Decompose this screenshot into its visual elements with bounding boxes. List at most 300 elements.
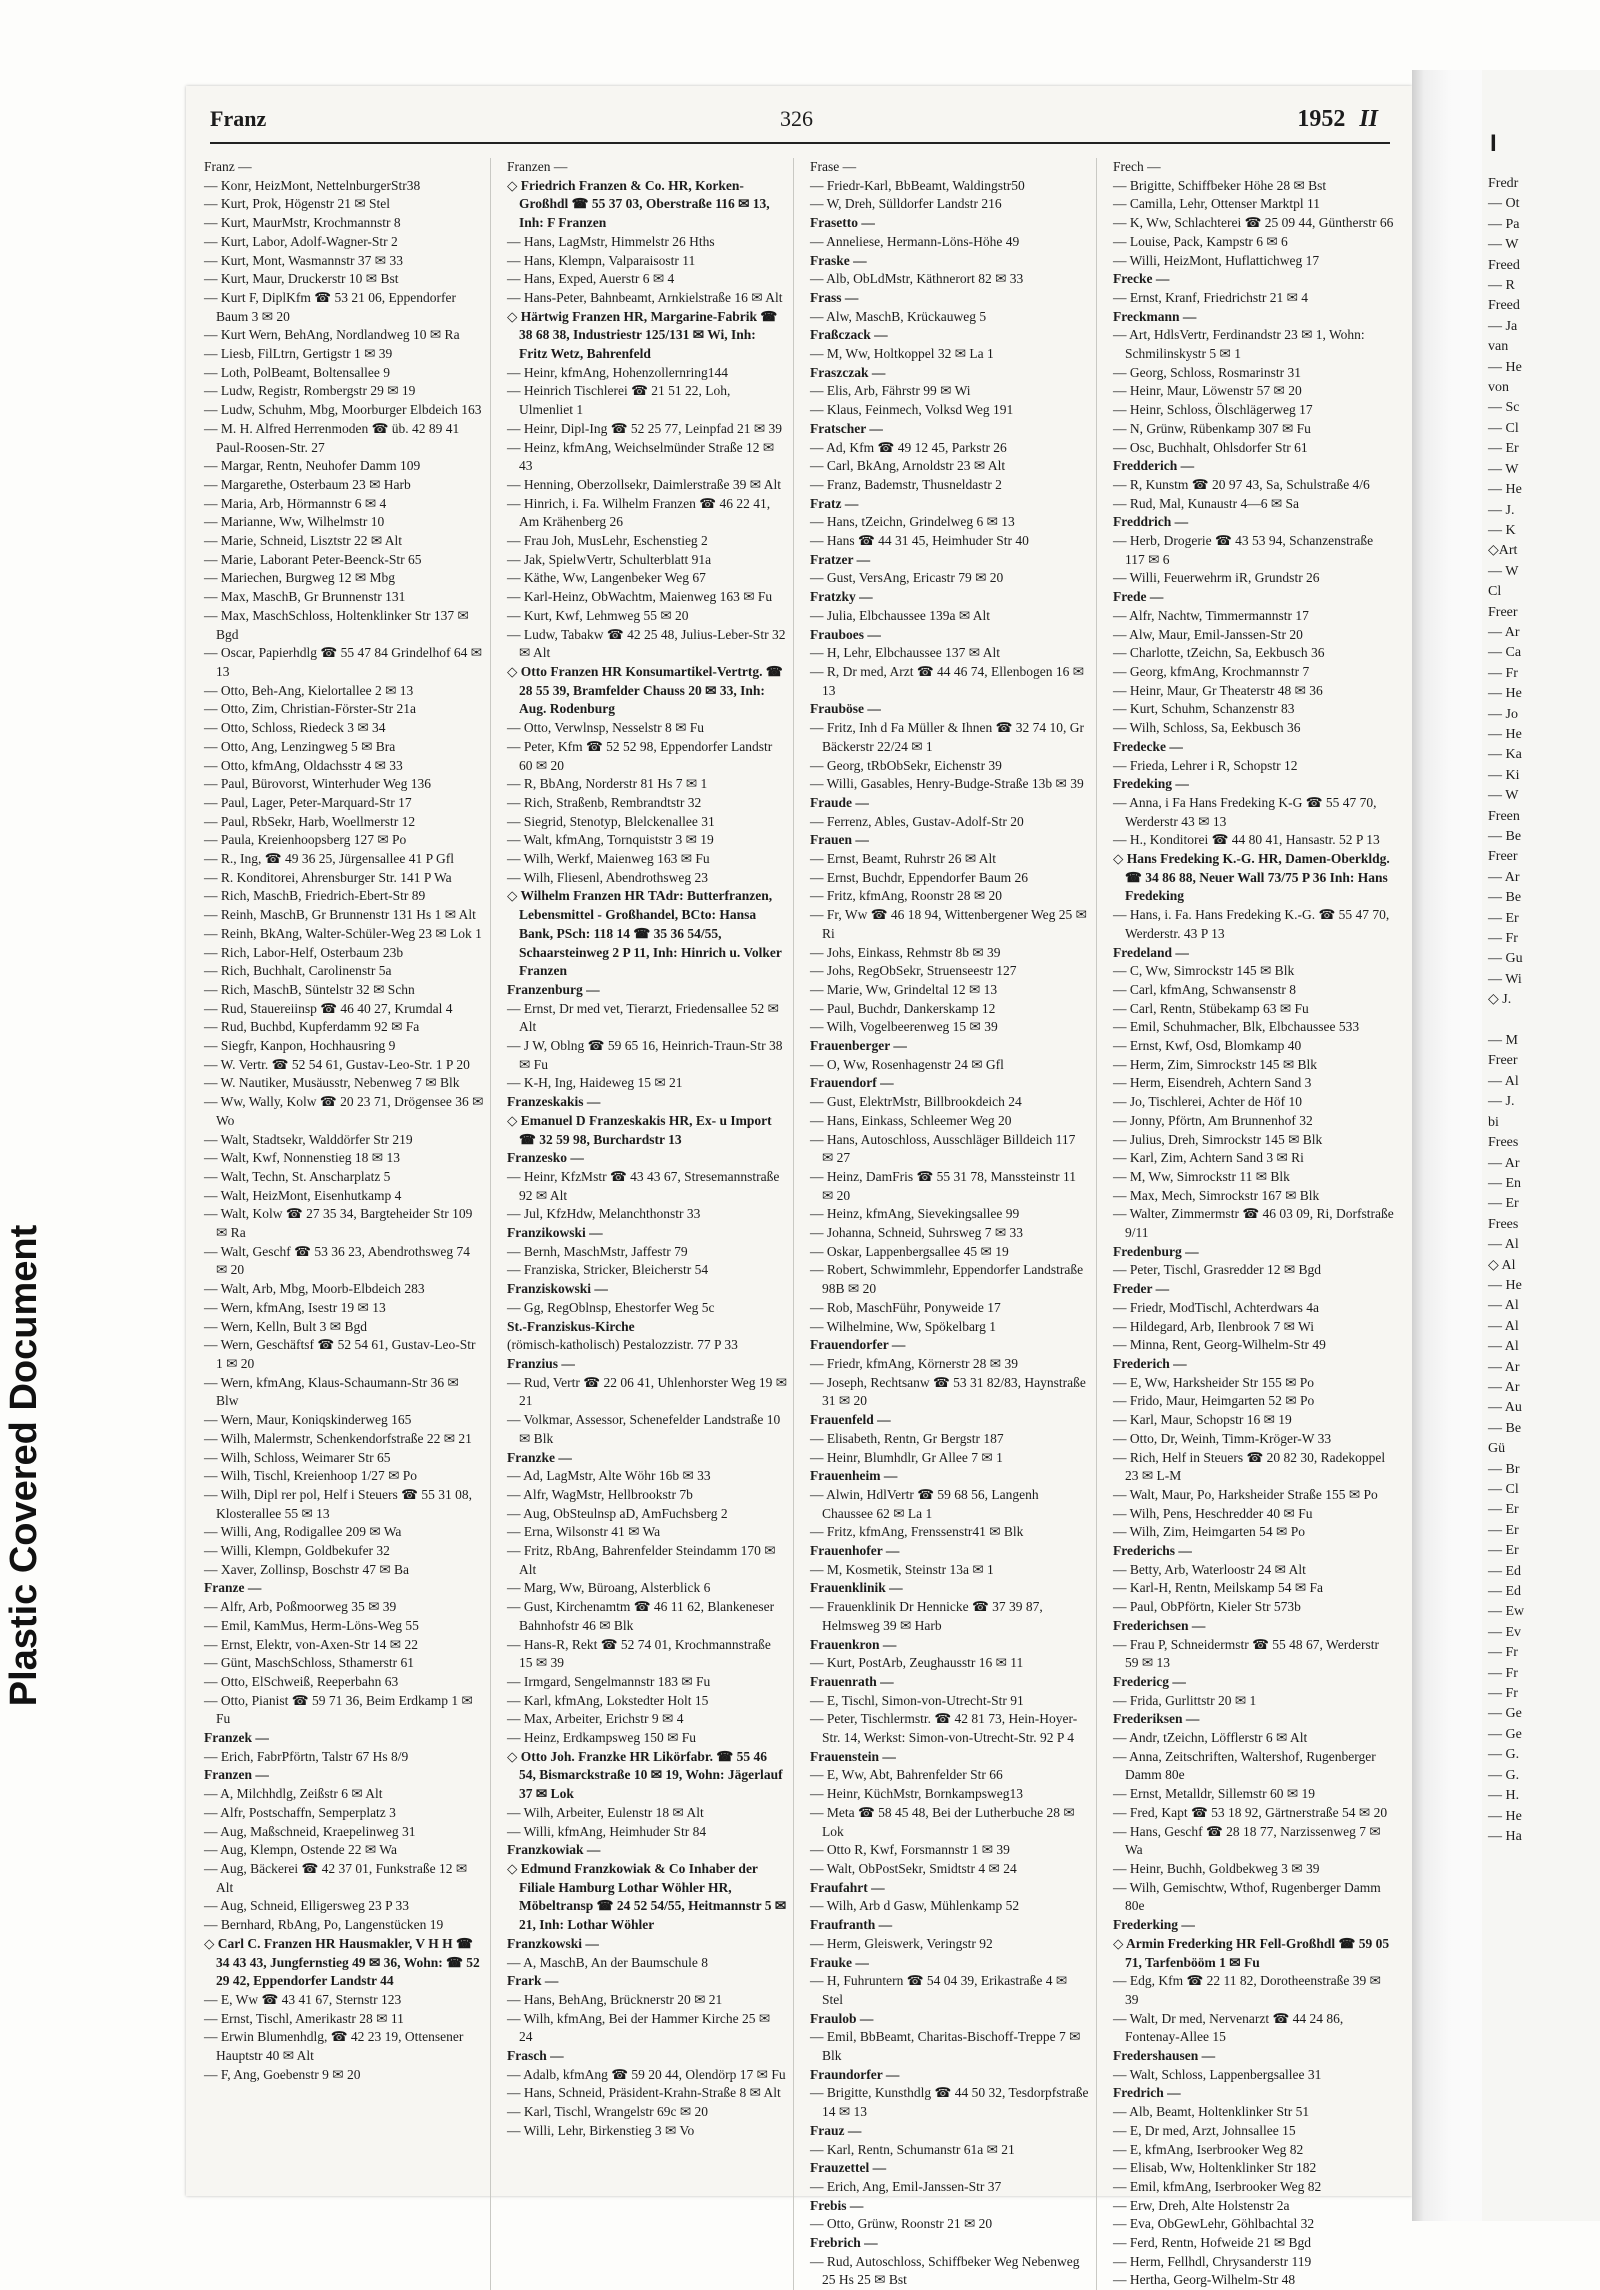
directory-entry: — Ernst, Dr med vet, Tierarzt, Friedensallee 52 ✉ Alt: [507, 1000, 779, 1035]
adjacent-page-line: Freer: [1488, 1053, 1518, 1069]
directory-entry: — Walt, kfmAng, Tornquiststr 3 ✉ 19: [507, 832, 714, 848]
directory-entry: — Anneliese, Hermann-Löns-Höhe 49: [810, 233, 1020, 249]
directory-entry: — Hans, BehAng, Brücknerstr 20 ✉ 21: [507, 1991, 723, 2007]
directory-column: [200, 158, 491, 2290]
adjacent-page-line: — Ar: [1488, 869, 1520, 885]
surname-heading: Frauenrath —: [810, 1673, 894, 1689]
directory-entry: — Walt, Maur, Po, Harksheider Straße 155 ✉ Po: [1113, 1486, 1378, 1502]
directory-entry: — Walt, Kolw ☎ 27 35 34, Bargteheider Str 109 ✉ Ra: [204, 1206, 473, 1241]
directory-entry: — Fritz, kfmAng, Frenssenstr41 ✉ Blk: [810, 1524, 1024, 1540]
directory-entry: — Heinr, Blumhdlr, Gr Allee 7 ✉ 1: [810, 1449, 1003, 1465]
directory-entry: — Wilh, Tischl, Kreienhoop 1/27 ✉ Po: [204, 1468, 418, 1484]
directory-entry: — Paul, ObPförtn, Kieler Str 573b: [1113, 1599, 1301, 1615]
surname-heading: Fraufranth —: [810, 1917, 893, 1933]
surname-heading: Franzesko —: [507, 1150, 584, 1166]
surname-heading: Fredderich —: [1113, 458, 1195, 474]
directory-entry: — Kurt, Mont, Wasmannstr 37 ✉ 33: [204, 252, 403, 268]
directory-entry: — Hans, Exped, Auerstr 6 ✉ 4: [507, 271, 675, 287]
adjacent-page-line: — W: [1488, 237, 1519, 253]
directory-entry: — R, Kunstm ☎ 20 97 43, Sa, Schulstraße 4/6: [1113, 476, 1370, 492]
surname-heading: Frauenklinik —: [810, 1580, 903, 1596]
directory-entry: — W. Nautiker, Musäusstr, Nebenweg 7 ✉ Blk: [204, 1075, 460, 1091]
adjacent-page-line: — Jo: [1488, 706, 1518, 722]
directory-entry: — Willi, Gasables, Henry-Budge-Straße 13b ✉ 39: [810, 776, 1084, 792]
directory-entry: ◇ Hans Fredeking K.-G. HR, Damen-Oberkldg. ☎ 34 86 88, Neuer Wall 73/75 P 36 Inh: Hans Fredeking: [1113, 851, 1390, 904]
directory-entry: — Ad, Kfm ☎ 49 12 45, Parkstr 26: [810, 439, 1007, 455]
adjacent-page-line: — Be: [1488, 890, 1522, 906]
directory-entry: — Ludw, Tabakw ☎ 42 25 48, Julius-Leber-Str 32 ✉ Alt: [507, 626, 786, 661]
directory-entry: — Erich, Ang, Emil-Janssen-Str 37: [810, 2178, 1002, 2194]
directory-entry: — E, Ww, Abt, Bahrenfelder Str 66: [810, 1767, 1003, 1783]
directory-entry: — Otto, kfmAng, Oldachsstr 4 ✉ 33: [204, 757, 403, 773]
directory-entry: — Paul, Buchdr, Dankerskamp 12: [810, 1000, 996, 1016]
directory-entry: — Rich, Straßenb, Rembrandtstr 32: [507, 794, 702, 810]
directory-entry: — Willi, Klempn, Goldbekufer 32: [204, 1543, 390, 1559]
directory-entry: ◇ Carl C. Franzen HR Hausmakler, V H H ☎ 34 43 43, Jungfernstieg 49 ✉ 36, Wohn: ☎ 52 29 42, Eppendorfer Landstr 44: [204, 1935, 480, 1989]
directory-entry: — Ad, LagMstr, Alte Wöhr 16b ✉ 33: [507, 1468, 711, 1484]
surname-heading: Frasch —: [507, 2048, 564, 2064]
directory-entry: — Brigitte, Kunsthdlg ☎ 44 50 32, Tesdorpfstraße 14 ✉ 13: [810, 2085, 1089, 2120]
adjacent-page-line: — Ka: [1488, 747, 1522, 763]
surname-heading: Frasetto —: [810, 215, 875, 231]
directory-entry: — Minna, Rent, Georg-Wilhelm-Str 49: [1113, 1337, 1326, 1353]
surname-heading: Franzikowski —: [507, 1225, 603, 1241]
adjacent-page-line: Fredr: [1488, 176, 1519, 191]
adjacent-page-line: — Er: [1488, 441, 1519, 457]
surname-heading: Frauzettel —: [810, 2160, 887, 2176]
directory-entry: — Ww, Wally, Kolw ☎ 20 23 71, Drögensee 36 ✉ Wo: [204, 1094, 484, 1128]
directory-entry: — Herm, Zim, Simrockstr 145 ✉ Blk: [1113, 1056, 1318, 1072]
directory-entry: — Hans-R, Rekt ☎ 52 74 01, Krochmannstraße 15 ✉ 39: [507, 1636, 771, 1671]
directory-entry: — Otto, Ang, Lenzingweg 5 ✉ Bra: [204, 738, 396, 754]
surname-heading: Frebis —: [810, 2197, 864, 2213]
adjacent-page-line: — M: [1488, 1033, 1518, 1049]
surname-heading: Fredeking —: [1113, 776, 1189, 792]
adjacent-page-line: — Ar: [1488, 1155, 1520, 1171]
directory-entry: — Heinr, Maur, Gr Theaterstr 48 ✉ 36: [1113, 682, 1323, 698]
directory-entry: — Bernhard, RbAng, Po, Langenstücken 19: [204, 1917, 444, 1933]
directory-entry: — Hildegard, Arb, Ilenbrook 7 ✉ Wi: [1113, 1318, 1314, 1334]
adjacent-page-line: — Fr: [1488, 1665, 1518, 1681]
directory-entry: — Paul, RbSekr, Harb, Woellmerstr 12: [204, 813, 416, 829]
directory-entry: — Johs, Einkass, Rehmstr 8b ✉ 39: [810, 944, 1001, 960]
directory-entry: — Willi, Ang, Rodigallee 209 ✉ Wa: [204, 1524, 402, 1540]
surname-heading: Frederich —: [1113, 1356, 1187, 1371]
directory-entry: — Otto, Pianist ☎ 59 71 36, Beim Erdkamp 1 ✉ Fu: [204, 1692, 473, 1727]
directory-entry: — Heinz, DamFris ☎ 55 31 78, Manssteinstr 11 ✉ 20: [810, 1168, 1077, 1203]
directory-entry: — Paula, Kreienhoopsberg 127 ✉ Po: [204, 832, 407, 848]
surname-heading: Franzkowski —: [507, 1935, 599, 1951]
adjacent-page-line: — Cl: [1488, 420, 1519, 436]
volume-roman: II: [1359, 106, 1378, 132]
directory-entry: — M, Kosmetik, Steinstr 13a ✉ 1: [810, 1561, 994, 1577]
directory-entry: — Ernst, Buchdr, Eppendorfer Baum 26: [810, 869, 1029, 885]
directory-entry: — Emil, kfmAng, Iserbrooker Weg 82: [1113, 2178, 1322, 2194]
surname-heading: Fraßczack —: [810, 327, 888, 343]
directory-entry: — Eva, ObGewLehr, Göhlbachtal 32: [1113, 2216, 1315, 2232]
adjacent-page-line: — W: [1488, 788, 1519, 804]
directory-entry: — Wilh, Werkf, Maienweg 163 ✉ Fu: [507, 851, 710, 867]
directory-entry: — Max, MaschSchloss, Holtenklinker Str 137 ✉ Bgd: [204, 607, 469, 642]
directory-entry: — Margarethe, Osterbaum 23 ✉ Harb: [204, 476, 411, 492]
directory-entry: — E, Dr med, Arzt, Johnsallee 15: [1113, 2122, 1296, 2138]
directory-entry: — Rud, Buchbd, Kupferdamm 92 ✉ Fa: [204, 1019, 420, 1035]
adjacent-page-line: ◇Art: [1488, 543, 1518, 559]
adjacent-page-line: — J.: [1488, 502, 1515, 518]
directory-entry: — Karl-Heinz, ObWachtm, Maienweg 163 ✉ Fu: [507, 589, 773, 605]
directory-entry: — Walter, Zimmermstr ☎ 46 03 09, Ri, Dorfstraße 9/11: [1113, 1206, 1394, 1241]
directory-entry: — Frida, Gurlittstr 20 ✉ 1: [1113, 1692, 1257, 1708]
adjacent-page-line: — Fr: [1488, 1686, 1518, 1702]
adjacent-page-line: — Al: [1488, 1237, 1519, 1253]
surname-heading: Frede —: [1113, 589, 1164, 605]
directory-entry: — Elisabeth, Rentn, Gr Bergstr 187: [810, 1430, 1004, 1446]
directory-entry: — Aug, Klempn, Ostende 22 ✉ Wa: [204, 1842, 397, 1858]
surname-heading: Frauen —: [810, 832, 869, 848]
directory-entry: — Wilh, Zim, Heimgarten 54 ✉ Po: [1113, 1524, 1305, 1540]
adjacent-page-line: — Ed: [1488, 1584, 1522, 1600]
directory-entry: — Jul, KfzHdw, Melanchthonstr 33: [507, 1206, 701, 1222]
adjacent-page-line: — Ev: [1488, 1624, 1522, 1640]
directory-entry: — Hans, Einkass, Schleemer Weg 20: [810, 1112, 1012, 1128]
surname-heading: Franz —: [204, 159, 252, 174]
directory-entry: — Erich, FabrPförtn, Talstr 67 Hs 8/9: [204, 1748, 409, 1764]
surname-heading: Frass —: [810, 289, 859, 305]
surname-heading: Frech —: [1113, 159, 1161, 174]
adjacent-page-line: — Er: [1488, 1543, 1519, 1559]
directory-entry: — Peter, Tischl, Grasredder 12 ✉ Bgd: [1113, 1262, 1322, 1278]
directory-entry: — Maria, Arb, Hörmannstr 6 ✉ 4: [204, 495, 387, 511]
directory-entry: — Kurt, MaurMstr, Krochmannstr 8: [204, 215, 401, 231]
adjacent-page-line: — W: [1488, 461, 1519, 477]
directory-entry: — Ernst, Kwf, Osd, Blomkamp 40: [1113, 1038, 1302, 1054]
directory-entry: — Wilh, Malermstr, Schenkendorfstraße 22 ✉ 21: [204, 1430, 472, 1446]
directory-entry: — Elis, Arb, Fährstr 99 ✉ Wi: [810, 383, 971, 399]
directory-entry: — Wilh, Schloss, Weimarer Str 65: [204, 1449, 391, 1465]
directory-entry: — Heinr, Schloss, Ölschlägerweg 17: [1113, 402, 1313, 418]
directory-entry: — Siegfr, Kanpon, Hochhausring 9: [204, 1038, 396, 1054]
surname-heading: Frauendorf —: [810, 1075, 894, 1091]
surname-heading: Frederking —: [1113, 1917, 1195, 1933]
surname-heading: Fratz —: [810, 495, 859, 511]
page-header: [210, 102, 1390, 144]
directory-entry: — Margar, Rentn, Neuhofer Damm 109: [204, 458, 421, 474]
directory-entry: — Willi, Lehr, Birkenstieg 3 ✉ Vo: [507, 2122, 695, 2138]
directory-entry: — Wern, Kelln, Bult 3 ✉ Bgd: [204, 1318, 367, 1334]
running-head: Franz: [210, 106, 267, 131]
directory-entry: — Ferd, Rentn, Hofweide 21 ✉ Bgd: [1113, 2235, 1312, 2251]
directory-entry: (römisch-katholisch) Pestalozzistr. 77 P 33: [507, 1337, 738, 1353]
directory-entry: — Heinz, kfmAng, Sievekingsallee 99: [810, 1206, 1020, 1222]
directory-entry: — Peter, Tischlermstr. ☎ 42 81 73, Hein-Hoyer-Str. 14, Werkst: Simon-von-Utrecht-Str. 92 P 4: [810, 1711, 1078, 1746]
surname-heading: Fratzky —: [810, 589, 873, 605]
directory-entry: — Hinrich, i. Fa. Wilhelm Franzen ☎ 46 22 41, Am Krähenberg 26: [507, 495, 771, 530]
directory-entry: — W, Dreh, Sülldorfer Landstr 216: [810, 196, 1002, 212]
directory-entry: — Carl, kfmAng, Schwansenstr 8: [1113, 981, 1296, 997]
directory-entry: — Karl, Rentn, Schumanstr 61a ✉ 21: [810, 2141, 1015, 2157]
directory-entry: — Hans, tZeichn, Grindelweg 6 ✉ 13: [810, 514, 1015, 530]
surname-heading: Fraulob —: [810, 2010, 874, 2026]
directory-entry: — Aug, ObSteulnsp aD, AmFuchsberg 2: [507, 1505, 728, 1521]
directory-entry: — Gust, ElektrMstr, Billbrookdeich 24: [810, 1094, 1022, 1110]
adjacent-page-line: Freed: [1488, 257, 1520, 273]
directory-entry: — Frau P, Schneidermstr ☎ 55 48 67, Werderstr 59 ✉ 13: [1113, 1636, 1379, 1671]
surname-heading: Frase —: [810, 159, 857, 174]
directory-entry: — Walt, Stadtsekr, Walddörfer Str 219: [204, 1131, 413, 1147]
directory-entry: — Otto, Beh-Ang, Kielortallee 2 ✉ 13: [204, 682, 414, 698]
directory-entry: — Kurt F, DiplKfm ☎ 53 21 06, Eppendorfer Baum 3 ✉ 20: [204, 289, 456, 324]
directory-entry: — Ernst, Tischl, Amerikastr 28 ✉ 11: [204, 2010, 404, 2026]
adjacent-page-line: — Fr: [1488, 665, 1518, 681]
adjacent-page-line: Freer: [1488, 604, 1518, 620]
adjacent-page-line: — Al: [1488, 1298, 1519, 1314]
directory-entry: — R, Dr med, Arzt ☎ 44 46 74, Ellenbogen 16 ✉ 13: [810, 663, 1085, 698]
directory-entry: — Walt, ObPostSekr, Smidtstr 4 ✉ 24: [810, 1860, 1017, 1876]
directory-entry: — Aug, Bäckerei ☎ 42 37 01, Funkstraße 12 ✉ Alt: [204, 1860, 468, 1895]
directory-entry: — Henning, Oberzollsekr, Daimlerstraße 39 ✉ Alt: [507, 476, 781, 492]
directory-entry: — Art, HdlsVertr, Ferdinandstr 23 ✉ 1, Wohn: Schmilinskystr 5 ✉ 1: [1113, 327, 1365, 362]
surname-heading: Frebrich —: [810, 2235, 878, 2251]
directory-entry: — Marg, Ww, Büroang, Alsterblick 6: [507, 1580, 711, 1596]
directory-entry: — Franz, Bademstr, Thusneldastr 2: [810, 476, 1002, 492]
directory-entry: — Wilh, Arb d Gasw, Mühlenkamp 52: [810, 1898, 1020, 1914]
surname-heading: Fraundorfer —: [810, 2066, 900, 2082]
directory-entry: — Ludw, Registr, Rombergstr 29 ✉ 19: [204, 383, 416, 399]
adjacent-page-line: — R: [1488, 278, 1515, 294]
directory-entry: — Fritz, RbAng, Bahrenfelder Steindamm 170 ✉ Alt: [507, 1543, 776, 1577]
surname-heading: Frederiksen —: [1113, 1711, 1200, 1727]
directory-entry: ◇ Otto Franzen HR Konsumartikel-Vertrtg. ☎ 28 55 39, Bramfelder Chauss 20 ✉ 33, Inh: Aug. Rodenburg: [507, 663, 783, 717]
directory-entry: — Carl, Rentn, Stübekamp 63 ✉ Fu: [1113, 1000, 1309, 1016]
adjacent-page-line: von: [1488, 380, 1509, 396]
adjacent-page-line: Frees: [1488, 1216, 1519, 1232]
directory-entry: — Wern, kfmAng, Isestr 19 ✉ 13: [204, 1299, 386, 1315]
directory-entry: — C, Ww, Simrockstr 145 ✉ Blk: [1113, 963, 1295, 979]
directory-entry: — Brigitte, Schiffbeker Höhe 28 ✉ Bst: [1113, 177, 1327, 193]
edition-year: [1297, 106, 1378, 133]
directory-entry: — Aug, Schneid, Elligersweg 23 P 33: [204, 1898, 409, 1914]
directory-entry: ◇ Friedrich Franzen & Co. HR, Korken-Großhdl ☎ 55 37 03, Oberstraße 116 ✉ 13, Inh: F Franzen: [507, 177, 770, 231]
adjacent-page-line: — Pa: [1488, 216, 1520, 232]
adjacent-page-line: — Be: [1488, 1420, 1522, 1436]
adjacent-page-line: — Er: [1488, 1522, 1519, 1538]
directory-entry: — Robert, Schwimmlehr, Eppendorfer Landstraße 98B ✉ 20: [810, 1262, 1084, 1297]
surname-heading: Fraude —: [810, 794, 869, 810]
directory-entry: — Karl, kfmAng, Lokstedter Holt 15: [507, 1692, 709, 1708]
directory-entry: — Kurt, Prok, Högenstr 21 ✉ Stel: [204, 196, 391, 212]
surname-heading: Fredrich —: [1113, 2085, 1181, 2101]
directory-entry: — Fritz, kfmAng, Roonstr 28 ✉ 20: [810, 888, 1003, 904]
directory-entry: — M. H. Alfred Herrenmoden ☎ üb. 42 89 41 Paul-Roosen-Str. 27: [204, 420, 460, 455]
directory-entry: ◇ Emanuel D Franzeskakis HR, Ex- u Import ☎ 32 59 98, Burchardstr 13: [507, 1112, 772, 1147]
directory-entry: — Alfr, Arb, Poßmoorweg 35 ✉ 39: [204, 1599, 397, 1615]
adjacent-page-line: — Al: [1488, 1073, 1519, 1089]
adjacent-page-line: — J.: [1488, 1094, 1515, 1110]
adjacent-page-line: Gü: [1488, 1441, 1506, 1457]
directory-column: [1109, 158, 1400, 2290]
adjacent-page-line: — Er: [1488, 1196, 1519, 1212]
adjacent-page-line: — He: [1488, 1277, 1522, 1293]
adjacent-page-line: — H.: [1488, 1788, 1520, 1804]
directory-entry: — Friedr, kfmAng, Körnerstr 28 ✉ 39: [810, 1356, 1018, 1371]
directory-entry: — Paul, Lager, Peter-Marquard-Str 17: [204, 794, 412, 810]
directory-entry: — Kurt, Kwf, Lehmweg 55 ✉ 20: [507, 607, 689, 623]
directory-entry: — Hans-Peter, Bahnbeamt, Arnkielstraße 16 ✉ Alt: [507, 289, 783, 305]
directory-entry: — Louise, Pack, Kampstr 6 ✉ 6: [1113, 233, 1288, 249]
surname-heading: Frauenhofer —: [810, 1543, 900, 1559]
directory-entry: — Paul, Bürovorst, Winterhuder Weg 136: [204, 776, 431, 792]
directory-entry: — Wilh, Schloss, Sa, Eekbusch 36: [1113, 720, 1301, 736]
directory-entry: — N, Grünw, Rübenkamp 307 ✉ Fu: [1113, 420, 1311, 436]
directory-entry: ◇ Edmund Franzkowiak & Co Inhaber der Filiale Hamburg Lothar Wöhler HR, Möbeltransp ☎ 24 52 54/55, Heitmannstr 5 ✉ 21, Inh: Lothar Wöhler: [507, 1860, 787, 1933]
adjacent-page-line: — Ar: [1488, 1379, 1520, 1395]
adjacent-page-line: — Cl: [1488, 1482, 1519, 1497]
directory-entry: — Edg, Kfm ☎ 22 11 82, Dorotheenstraße 39 ✉ 39: [1113, 1973, 1381, 2007]
directory-entry: — Carl, BkAng, Arnoldstr 23 ✉ Alt: [810, 458, 1006, 474]
directory-entry: — Julius, Dreh, Simrockstr 145 ✉ Blk: [1113, 1131, 1323, 1147]
directory-entry: — Gust, Kirchenamtm ☎ 46 11 62, Blankeneser Bahnhofstr 46 ✉ Blk: [507, 1599, 775, 1633]
adjacent-page-header: I: [1490, 130, 1497, 157]
directory-entry: — Xaver, Zollinsp, Boschstr 47 ✉ Ba: [204, 1561, 409, 1577]
surname-heading: Fraske —: [810, 252, 867, 268]
surname-heading: Franzen —: [507, 159, 568, 174]
directory-entry: — Walt, Dr med, Nervenarzt ☎ 44 24 86, Fontenay-Allee 15: [1113, 2010, 1344, 2045]
directory-entry: — Ernst, Kranf, Friedrichstr 21 ✉ 4: [1113, 289, 1309, 305]
surname-heading: Fredericg —: [1113, 1673, 1186, 1689]
directory-entry: — Karl-H, Rentn, Meilskamp 54 ✉ Fa: [1113, 1580, 1324, 1596]
directory-entry: — Otto, Zim, Christian-Förster-Str 21a: [204, 701, 416, 717]
directory-entry: — Alb, ObLdMstr, Käthnerort 82 ✉ 33: [810, 271, 1024, 287]
surname-heading: Franziskowski —: [507, 1281, 608, 1297]
directory-entry: — M, Ww, Holtkoppel 32 ✉ La 1: [810, 346, 994, 362]
directory-entry: — Liesb, FilLtrn, Gertigstr 1 ✉ 39: [204, 346, 393, 362]
directory-entry: — Wilh, Pens, Heschredder 40 ✉ Fu: [1113, 1505, 1313, 1521]
directory-entry: — Ferrenz, Ables, Gustav-Adolf-Str 20: [810, 813, 1024, 829]
directory-entry: — Jak, SpielwVertr, Schulterblatt 91a: [507, 551, 712, 567]
surname-heading: Frauendorfer —: [810, 1337, 906, 1353]
directory-entry: — Max, Arbeiter, Erichstr 9 ✉ 4: [507, 1711, 684, 1727]
directory-entry: — A, MaschB, An der Baumschule 8: [507, 1954, 708, 1970]
surname-heading: Frederichs —: [1113, 1543, 1192, 1559]
directory-entry: — Marie, Schneid, Lisztstr 22 ✉ Alt: [204, 533, 403, 549]
directory-entry: — Meta ☎ 58 45 48, Bei der Lutherbuche 28 ✉ Lok: [810, 1804, 1075, 1839]
adjacent-page-line: — He: [1488, 686, 1522, 702]
directory-entry: — Rich, MaschB, Friedrich-Ebert-Str 89: [204, 888, 426, 904]
adjacent-page-line: — En: [1488, 1175, 1522, 1191]
surname-heading: Fratzer —: [810, 551, 871, 567]
surname-heading: Frederichsen —: [1113, 1617, 1206, 1633]
adjacent-page-line: — Ha: [1488, 1828, 1522, 1844]
surname-heading: Fredenburg —: [1113, 1243, 1199, 1259]
directory-entry: — Willi, HeizMont, Huflattichweg 17: [1113, 252, 1320, 268]
directory-entry: — Gust, VersAng, Ericastr 79 ✉ 20: [810, 570, 1004, 586]
directory-entry: — Hans ☎ 44 31 45, Heimhuder Str 40: [810, 533, 1029, 549]
year: 1952: [1297, 106, 1346, 132]
directory-entry: — Mariechen, Burgweg 12 ✉ Mbg: [204, 570, 396, 586]
surname-heading: Freckmann —: [1113, 308, 1197, 324]
surname-heading: Fredershausen —: [1113, 2048, 1216, 2064]
directory-entry: — Peter, Kfm ☎ 52 52 98, Eppendorfer Landstr 60 ✉ 20: [507, 738, 773, 773]
directory-entry: — Oscar, Papierhdlg ☎ 55 47 84 Grindelhof 64 ✉ 13: [204, 645, 483, 679]
directory-entry: — Frauenklinik Dr Hennicke ☎ 37 39 87, Helmsweg 39 ✉ Harb: [810, 1599, 1043, 1633]
directory-entry: — H., Konditorei ☎ 44 80 41, Hansastr. 52 P 13: [1113, 832, 1380, 848]
directory-entry: — Herm, Fellhdl, Chrysanderstr 119: [1113, 2253, 1312, 2269]
directory-entry: — Walt, HeizMont, Eisenhutkamp 4: [204, 1187, 402, 1203]
directory-entry: — Rud, Stauereiinsp ☎ 46 40 27, Krumdal 4: [204, 1000, 453, 1016]
directory-entry: — Charlotte, tZeichn, Sa, Eekbusch 36: [1113, 645, 1325, 661]
directory-entry: — Frieda, Lehrer i R, Schopstr 12: [1113, 757, 1298, 773]
directory-entry: — Otto, Schloss, Riedeck 3 ✉ 34: [204, 720, 386, 736]
directory-entry: — Emil, Schuhmacher, Blk, Elbchaussee 533: [1113, 1019, 1360, 1035]
directory-entry: — Volkmar, Assessor, Schenefelder Landstraße 10 ✉ Blk: [507, 1412, 781, 1446]
directory-entry: — J W, Oblng ☎ 59 65 16, Heinrich-Traun-Str 38 ✉ Fu: [507, 1038, 783, 1072]
adjacent-page-line: — Al: [1488, 1339, 1519, 1355]
surname-heading: Fredeland —: [1113, 944, 1189, 960]
directory-entry: — Wilh, Arbeiter, Eulenstr 18 ✉ Alt: [507, 1804, 704, 1820]
directory-entry: — Emil, BbBeamt, Charitas-Bischoff-Treppe 7 ✉ Blk: [810, 2029, 1081, 2064]
directory-entry: — Fritz, Inh d Fa Müller & Ihnen ☎ 32 74 10, Gr Bäckerstr 22/24 ✉ 1: [810, 720, 1085, 754]
directory-entry: — Hans, Autoschloss, Ausschläger Billdeich 117 ✉ 27: [810, 1131, 1076, 1166]
directory-entry: — Alw, Maur, Emil-Janssen-Str 20: [1113, 626, 1303, 642]
surname-heading: Frauenkron —: [810, 1636, 897, 1652]
directory-entry: — Heinr, KüchMstr, Bornkampsweg13: [810, 1786, 1024, 1802]
directory-entry: ◇ Wilhelm Franzen HR TAdr: Butterfranzen, Lebensmittel - Großhandel, BCto: Hansa Bank, PSch: 118 14 ☎ 35 36 54/55, Schaarsteinweg 2 P 11, Inh: Hinrich u. Volker Franzen: [507, 888, 782, 979]
surname-heading: Fraufahrt —: [810, 1879, 885, 1895]
surname-heading: Franzek —: [204, 1730, 269, 1746]
surname-heading: Franzke —: [507, 1449, 572, 1465]
directory-entry: — Wern, kfmAng, Klaus-Schaumann-Str 36 ✉ Blw: [204, 1374, 459, 1409]
surname-heading: Fredecke —: [1113, 738, 1183, 754]
directory-entry: — Georg, Schloss, Rosmarinstr 31: [1113, 364, 1301, 380]
directory-entry: — Camilla, Lehr, Ottenser Marktpl 11: [1113, 196, 1321, 212]
directory-entry: — Otto, ElSchweiß, Reeperbahn 63: [204, 1673, 399, 1689]
directory-entry: — Ernst, Beamt, Ruhrstr 26 ✉ Alt: [810, 851, 997, 867]
adjacent-page-line: bi: [1488, 1114, 1499, 1130]
adjacent-page-line: — Er: [1488, 1502, 1519, 1518]
directory-entry: — Klaus, Feinmech, Volksd Weg 191: [810, 402, 1014, 418]
directory-entry: — Johanna, Schneid, Suhrsweg 7 ✉ 33: [810, 1225, 1024, 1241]
directory-entry: — Osc, Buchhalt, Ohlsdorfer Str 61: [1113, 439, 1308, 455]
directory-entry: — Alwin, HdlVertr ☎ 59 68 56, Langenh Chaussee 62 ✉ La 1: [810, 1486, 1039, 1521]
directory-entry: — Hans, Klempn, Valparaisostr 11: [507, 252, 696, 268]
directory-entry: — Gg, RegOblnsp, Ehestorfer Weg 5c: [507, 1299, 715, 1315]
directory-entry: — Alw, MaschB, Krückauweg 5: [810, 308, 987, 324]
directory-entry: — Alfr, Postschaffn, Semperplatz 3: [204, 1804, 396, 1820]
directory-entry: — Siegrid, Stenotyp, Blelckenallee 31: [507, 813, 715, 829]
directory-entry: — Karl, Zim, Achtern Sand 3 ✉ Ri: [1113, 1150, 1304, 1166]
adjacent-page-line: — He: [1488, 359, 1522, 375]
surname-heading: Frauz —: [810, 2122, 862, 2138]
directory-entry: — Anna, i Fa Hans Fredeking K-G ☎ 55 47 70, Werderstr 43 ✉ 13: [1113, 794, 1377, 829]
directory-entry: — Ludw, Schuhm, Mbg, Moorburger Elbdeich 163: [204, 402, 482, 418]
directory-entry: — Rich, MaschB, Süntelstr 32 ✉ Schn: [204, 981, 415, 997]
directory-entry: — Günt, MaschSchloss, Sthamerstr 61: [204, 1655, 414, 1671]
surname-heading: Franzius —: [507, 1356, 575, 1371]
adjacent-page-line: — Ki: [1488, 767, 1520, 783]
adjacent-page-line: — He: [1488, 1808, 1522, 1824]
directory-entry: — E, Ww ☎ 43 41 67, Sternstr 123: [204, 1991, 402, 2007]
adjacent-page-line: — W: [1488, 563, 1519, 579]
directory-entry: — Wilh, Vogelbeerenweg 15 ✉ 39: [810, 1019, 998, 1035]
directory-entry: — Heinrich Tischlerei ☎ 21 51 22, Loh, Ulmenliet 1: [507, 383, 731, 418]
adjacent-page-line: [1482, 1011, 1600, 1031]
directory-entry: — Georg, kfmAng, Krochmannstr 7: [1113, 663, 1310, 679]
directory-entry: — Wilh, kfmAng, Bei der Hammer Kirche 25 ✉ 24: [507, 2010, 771, 2045]
adjacent-page-line: — Wi: [1488, 971, 1522, 987]
surname-heading: Franzeskakis —: [507, 1094, 601, 1110]
directory-entry: — Max, Mech, Simrockstr 167 ✉ Blk: [1113, 1187, 1320, 1203]
adjacent-page-line: Cl: [1488, 584, 1502, 600]
